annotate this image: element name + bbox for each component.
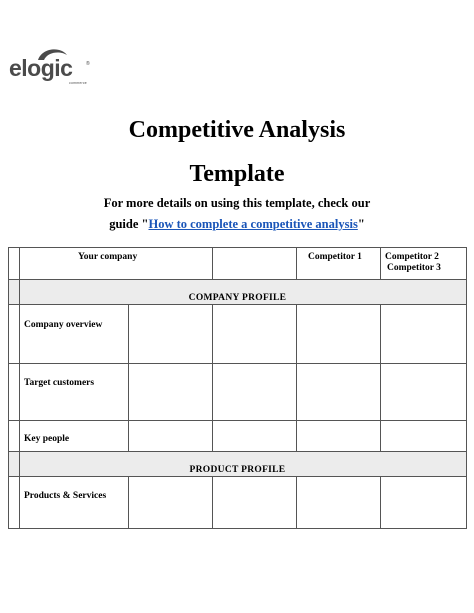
column-divider [296,304,297,451]
row-label-target-customers: Target customers [24,378,95,388]
table-border-left [8,247,9,529]
competitive-analysis-table [8,247,467,529]
table-rule [8,279,467,280]
header-your-company: Your company [78,252,138,262]
table-rule [8,451,467,452]
table-rule [8,363,467,364]
column-divider [128,476,129,529]
column-divider [296,476,297,529]
column-divider [212,476,213,529]
elogic-logo [9,45,89,85]
intro-guide-line [0,218,474,231]
table-border-top [8,247,467,248]
header-divider [380,247,381,279]
table-border-bottom [8,528,467,529]
row-label-products-services: Products & Services [24,491,107,501]
intro-text: For more details on using this template, check our [103,196,371,210]
section-title-product-profile: PRODUCT PROFILE [189,465,286,475]
guide-prefix: guide " [109,217,149,231]
header-competitor-1: Competitor 1 [308,252,362,262]
logo-wordmark: elogic [9,55,73,81]
column-divider [380,304,381,451]
table-rule [8,420,467,421]
table-rule [8,304,467,305]
page-title-line-2: Template [189,161,285,187]
logo-registered-mark: ® [86,61,90,67]
section-title-company-profile: COMPANY PROFILE [188,293,287,303]
row-label-company-overview: Company overview [24,320,103,330]
row-label-key-people: Key people [24,434,70,444]
table-border-left-inner [19,247,20,529]
header-competitor-3: Competitor 3 [387,263,441,273]
page-title-line-1: Competitive Analysis [128,117,346,143]
header-divider [296,247,297,279]
table-border-right [466,247,467,529]
header-competitor-2: Competitor 2 [385,252,439,262]
header-divider [212,247,213,279]
column-divider [380,476,381,529]
logo-tagline: commerce [69,81,87,85]
guide-suffix: " [357,217,365,231]
guide-link[interactable]: How to complete a competitive analysis [148,217,358,231]
column-divider [212,304,213,451]
table-rule [8,476,467,477]
column-divider [128,304,129,451]
